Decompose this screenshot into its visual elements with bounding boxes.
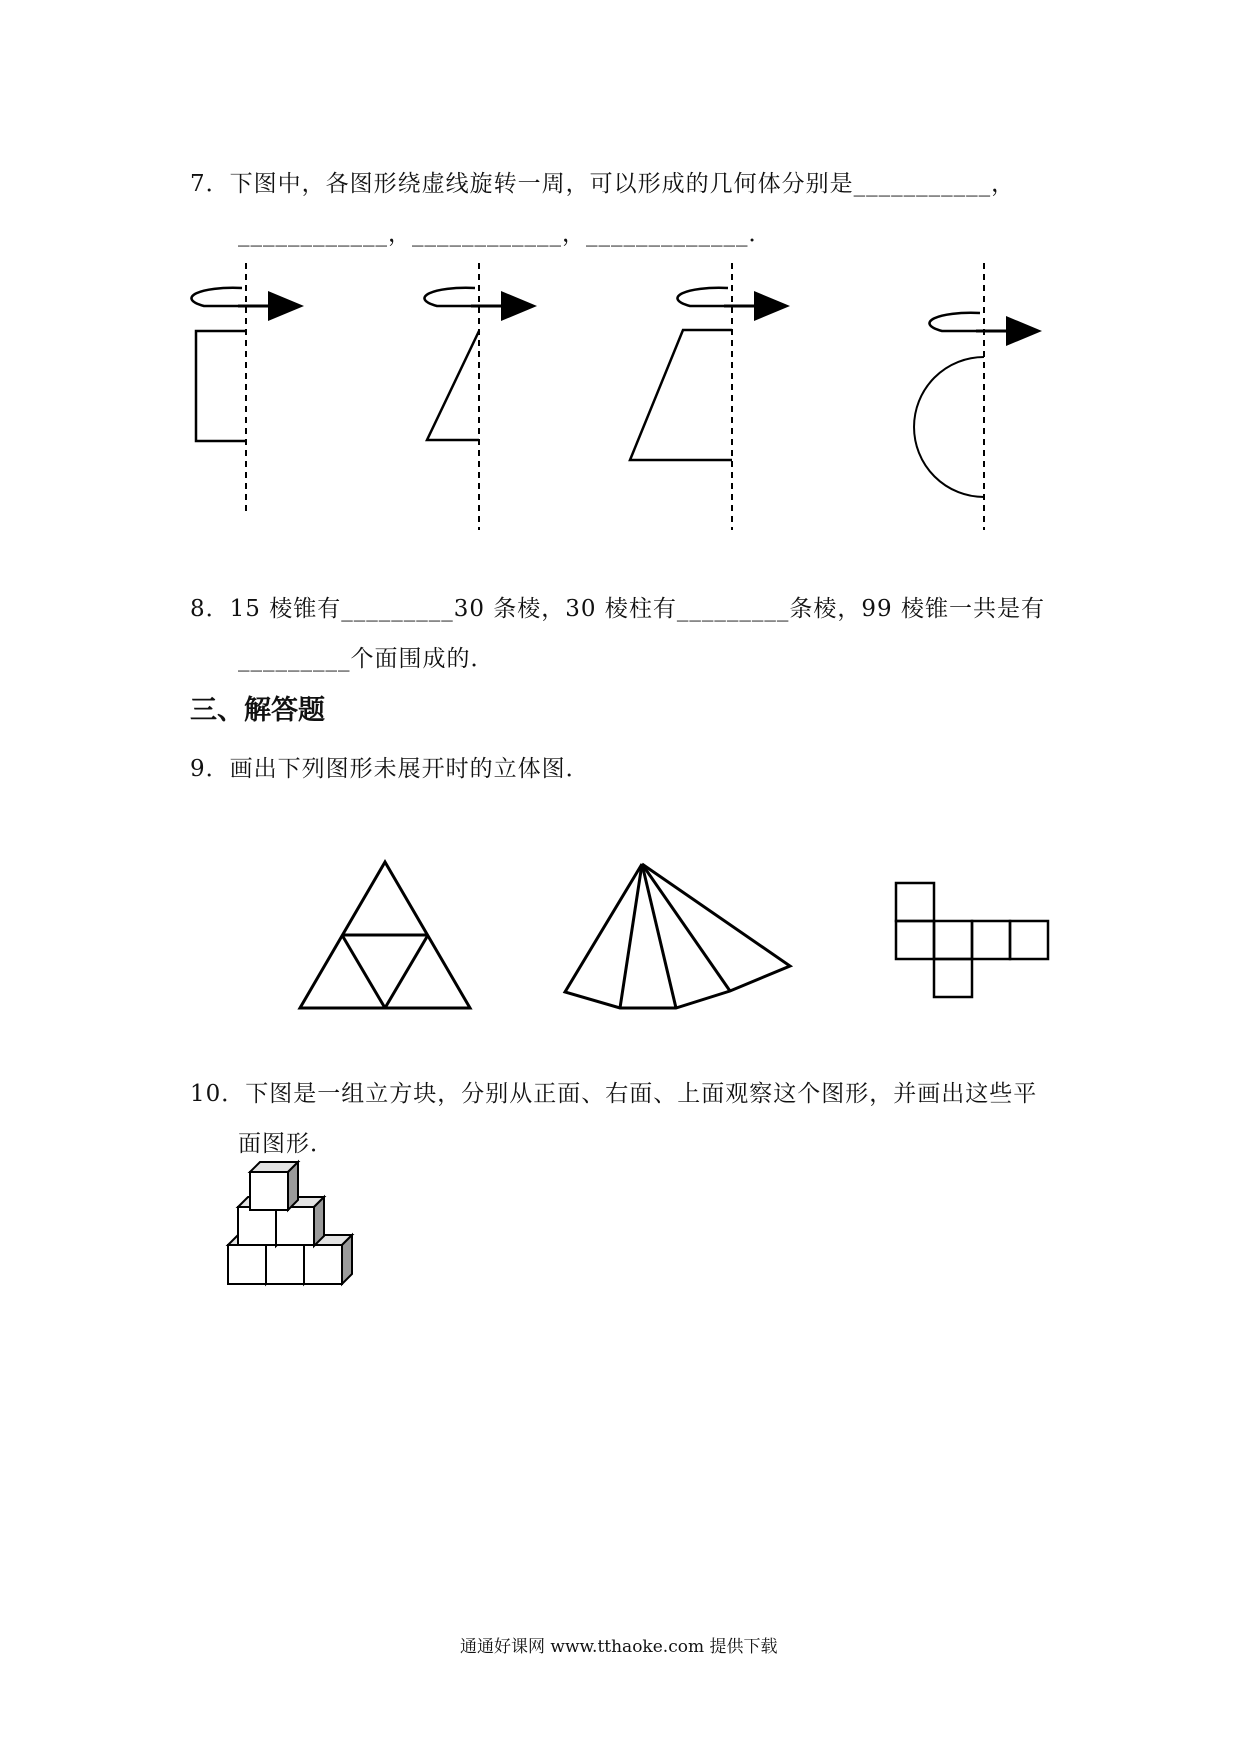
q9-text: 9．画出下列图形未展开时的立体图． [190, 756, 590, 782]
section-heading: 三、解答题 [190, 695, 325, 726]
stacked-cubes-top [248, 1160, 328, 1220]
q9-figures [290, 860, 1090, 1030]
cube [250, 1162, 298, 1210]
trapezoid-rotation-figure [630, 263, 784, 530]
q8-line1: 8．15 棱锥有_________30 条棱，30 棱柱有_________条棱，99 棱锥一共是有 [190, 596, 1045, 622]
footer-text: 通通好课网 www.tthaoke.com 提供下载 [460, 1637, 778, 1657]
q7-figures [180, 258, 1240, 558]
q7-line2: ____________，____________，_____________． [238, 221, 773, 247]
semicircle-rotation-figure [914, 263, 1036, 530]
q8-line2: _________个面围成的． [238, 646, 495, 672]
q7-line1: 7．下图中，各图形绕虚线旋转一周，可以形成的几何体分别是___________， [190, 171, 1016, 197]
stacked-cubes-figure [218, 1195, 378, 1365]
q10-line2: 面图形． [238, 1131, 334, 1157]
q10-line1: 10．下图是一组立方块，分别从正面、右面、上面观察这个图形，并画出这些平 [190, 1081, 1038, 1107]
triangle-rotation-figure [424, 263, 531, 530]
tetrahedron-net [300, 862, 470, 1008]
cube-net [896, 883, 1048, 997]
pyramid-net [565, 864, 790, 1008]
rectangle-rotation-figure [191, 263, 298, 515]
